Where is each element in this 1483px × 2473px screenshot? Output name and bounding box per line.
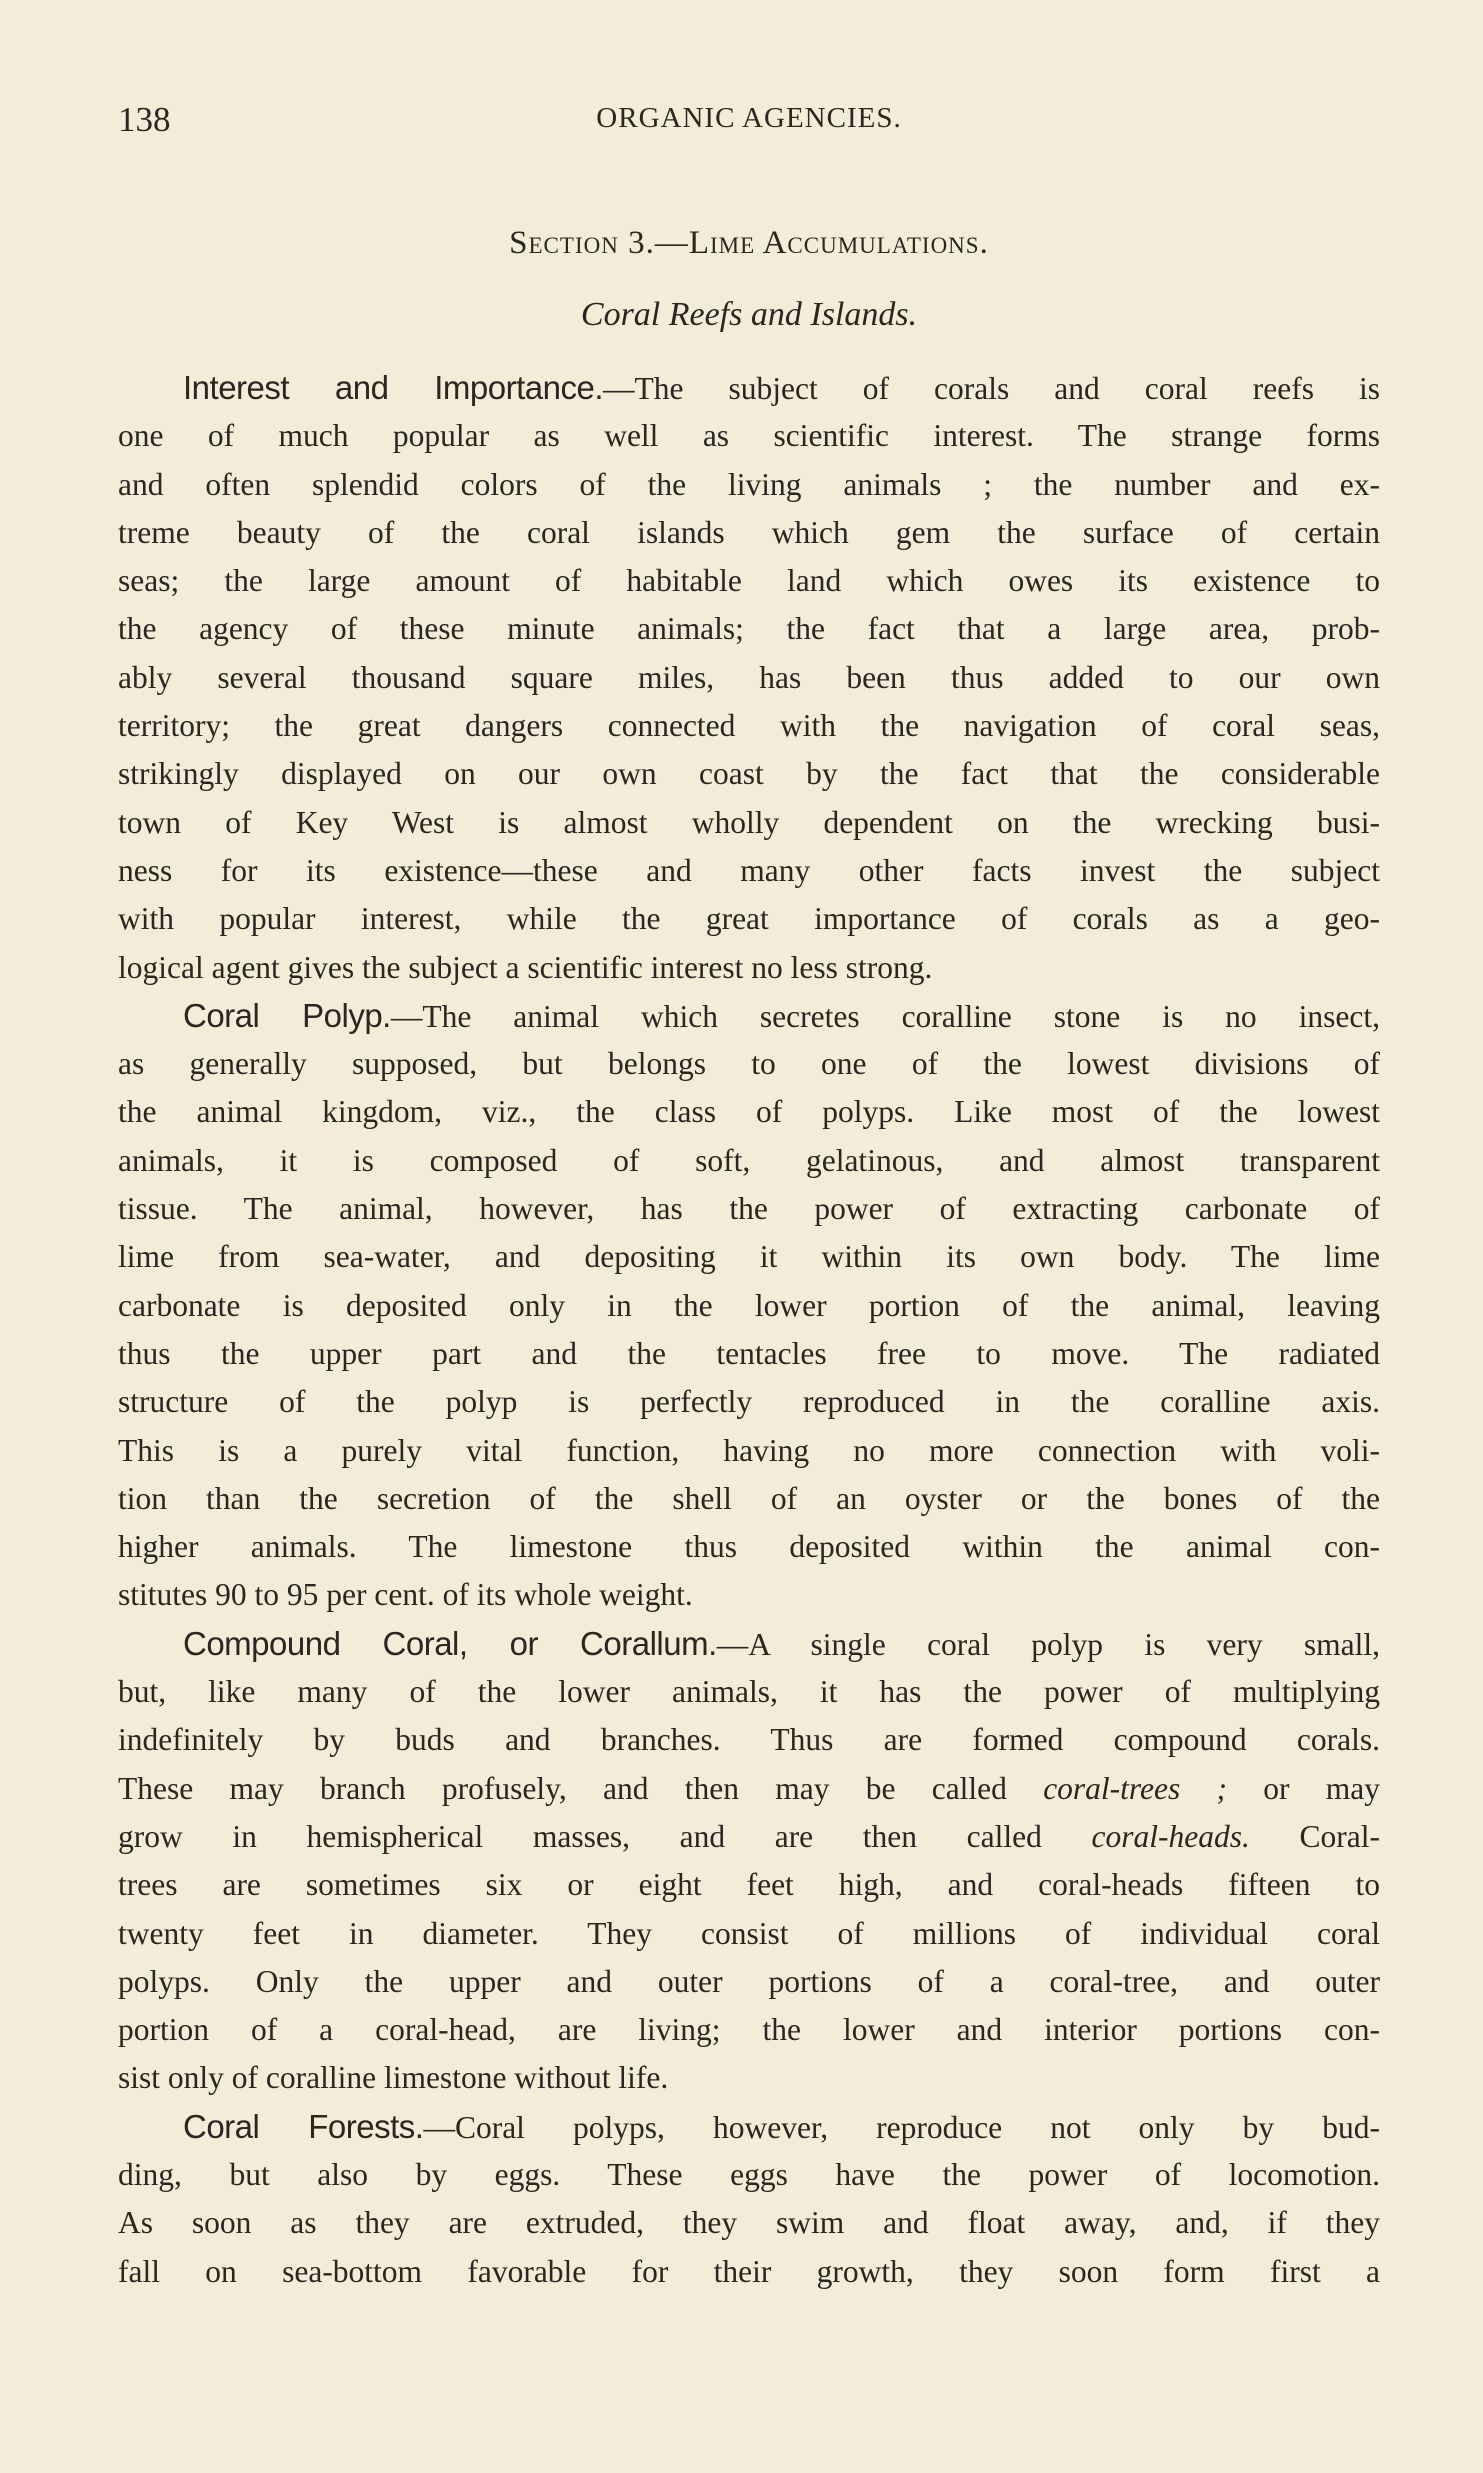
emphasis-coral-trees: coral-trees ; (1043, 1770, 1227, 1806)
text-line (118, 364, 1380, 412)
text-line: thus the upper part and the tentacles free to move. The radiated (118, 1335, 1380, 1371)
line-text: or may (1226, 1770, 1380, 1806)
running-title: ORGANIC AGENCIES. (596, 102, 902, 134)
line-text: Coral- (1249, 1818, 1380, 1854)
text-line: territory; the great dangers connected with the navigation of coral seas, (118, 708, 1380, 744)
text-line: the agency of these minute animals; the fact that a large area, prob- (118, 611, 1380, 647)
text-line: ding, but also by eggs. These eggs have the power of locomotion. (118, 2156, 1380, 2192)
text-line: structure of the polyp is perfectly reproduced in the coralline axis. (118, 1384, 1380, 1420)
text-line: stitutes 90 to 95 per cent. of its whole weight. (118, 1577, 693, 1613)
text-line: As soon as they are extruded, they swim and float away, and, if they (118, 2205, 1380, 2241)
text-line: town of Key West is almost wholly dependent on the wrecking busi- (118, 804, 1380, 840)
text-line: strikingly displayed on our own coast by the fact that the considerable (118, 756, 1380, 792)
text-line: one of much popular as well as scientific interest. The strange forms (118, 418, 1380, 454)
page-number: 138 (118, 100, 171, 139)
running-head (118, 100, 1380, 140)
paragraph-lead: Compound Coral, or Corallum. (183, 1624, 717, 1662)
paragraph-lead: Coral Polyp. (183, 996, 391, 1034)
line-text: These may branch profusely, and then may be called (118, 1770, 1044, 1806)
text-line: tion than the secretion of the shell of an oyster or the bones of the (118, 1480, 1380, 1516)
subheading: Coral Reefs and Islands. (580, 296, 918, 333)
paragraph-lead: Interest and Importance. (183, 369, 604, 406)
text-line: tissue. The animal, however, has the power of extracting carbonate of (118, 1191, 1380, 1227)
line-text: —The animal which secretes coralline stone is no insect, (390, 998, 1380, 1034)
text-line: as generally supposed, but belongs to one of the lowest divisions of (118, 1046, 1380, 1082)
paragraph-lead: Coral Forests. (183, 2107, 424, 2145)
text-line: lime from sea-water, and depositing it within its own body. The lime (118, 1239, 1380, 1275)
text-line: with popular interest, while the great importance of corals as a geo- (118, 901, 1380, 937)
text-line: carbonate is deposited only in the lower portion of the animal, leaving (118, 1287, 1380, 1323)
text-line: twenty feet in diameter. They consist of millions of individual coral (118, 1915, 1380, 1951)
line-text: grow in hemispherical masses, and are then called (118, 1818, 1092, 1854)
text-line: higher animals. The limestone thus deposited within the animal con- (118, 1529, 1380, 1565)
line-text: —A single coral polyp is very small, (716, 1626, 1381, 1662)
line-text: —Coral polyps, however, reproduce not only by bud- (423, 2109, 1380, 2145)
text-line: and often splendid colors of the living animals ; the number and ex- (118, 466, 1380, 502)
text-line: sist only of coralline limestone without life. (118, 2060, 669, 2096)
text-line (118, 1765, 1380, 1813)
line-text: —The subject of corals and coral reefs is (603, 371, 1381, 406)
text-line: ably several thousand square miles, has been thus added to our own (118, 659, 1380, 695)
text-line: treme beauty of the coral islands which gem the surface of certain (118, 514, 1380, 550)
text-line (118, 992, 1380, 1040)
body-text (118, 364, 1380, 2296)
paragraph-coral-forests (118, 2103, 1380, 2296)
text-line (118, 1813, 1380, 1861)
text-line: This is a purely vital function, having no more connection with voli- (118, 1432, 1380, 1468)
text-line: indefinitely by buds and branches. Thus are formed compound corals. (118, 1722, 1380, 1758)
text-line: logical agent gives the subject a scientific interest no less strong. (118, 949, 933, 985)
text-line: seas; the large amount of habitable land which owes its existence to (118, 563, 1380, 599)
emphasis-coral-heads: coral-heads. (1091, 1818, 1250, 1854)
text-line: ness for its existence—these and many other facts invest the subject (118, 852, 1380, 888)
text-line: the animal kingdom, viz., the class of polyps. Like most of the lowest (118, 1094, 1380, 1130)
text-line: animals, it is composed of soft, gelatinous, and almost transparent (118, 1142, 1380, 1178)
text-line (118, 2103, 1380, 2151)
text-line: fall on sea-bottom favorable for their growth, they soon form first a (118, 2253, 1380, 2289)
paragraph-coral-polyp (118, 992, 1380, 1620)
paragraph-compound-coral (118, 1620, 1380, 2103)
text-line: portion of a coral-head, are living; the lower and interior portions con- (118, 2012, 1380, 2048)
text-line: polyps. Only the upper and outer portions of a coral-tree, and outer (118, 1963, 1380, 1999)
paragraph-interest-and-importance (118, 364, 1380, 992)
section-heading: Section 3.—Lime Accumulations. (509, 225, 989, 261)
text-line (118, 1620, 1380, 1668)
text-line: trees are sometimes six or eight feet high, and coral-heads fifteen to (118, 1867, 1380, 1903)
text-line: but, like many of the lower animals, it has the power of multiplying (118, 1674, 1380, 1710)
